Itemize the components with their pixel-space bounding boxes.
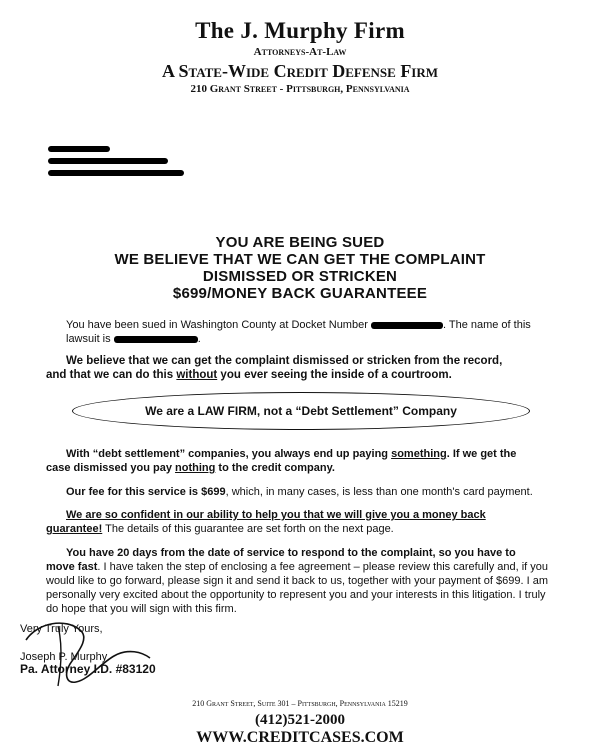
settlement-text-underlined: something	[391, 448, 447, 460]
paragraph-deadline-line-5: do hope that you will sign with this firm.	[46, 603, 237, 615]
footer-phone: (412)521-2000	[255, 712, 345, 728]
firm-address: 210 Grant Street - Pittsburgh, Pennsylvania	[190, 83, 410, 95]
redacted-docket-number	[371, 322, 443, 329]
oval-text: We are a LAW FIRM, not a “Debt Settlement” Company	[145, 404, 457, 418]
firm-tagline: A State-Wide Credit Defense Firm	[161, 61, 439, 81]
paragraph-deadline-line-4: personally very excited about the opportunity to represent you and your interests in this litigation. I truly	[46, 589, 546, 601]
docket-text: You have been sued in Washington County at Docket Number	[66, 319, 368, 331]
deadline-text: . I have taken the step of enclosing a fee agreement – please review this carefully and, if you	[97, 561, 549, 573]
redacted-recipient-line-2	[48, 158, 168, 164]
paragraph-guarantee-line-2	[46, 522, 394, 536]
paragraph-settlement-line-2	[46, 461, 335, 475]
paragraph-guarantee-line-1: We are so confident in our ability to help you that we will give you a money back	[66, 509, 486, 521]
deadline-text-bold: move fast	[46, 561, 98, 573]
paragraph-settlement-line-1	[66, 447, 516, 461]
law-firm-oval	[72, 392, 530, 430]
headline-line-4: $699/MONEY BACK GUARANTEEE	[172, 285, 428, 302]
paragraph-deadline-line-2	[46, 560, 548, 574]
fee-text-bold: Our fee for this service is $699	[66, 486, 226, 498]
headline-line-2: WE BELIEVE THAT WE CAN GET THE COMPLAINT	[114, 251, 486, 268]
guarantee-text: The details of this guarantee are set forth on the next page.	[102, 523, 394, 535]
firm-name: The J. Murphy Firm	[195, 18, 405, 43]
belief-text-a: and that we can do this	[46, 369, 177, 381]
belief-text-b: you ever seeing the inside of a courtroom.	[217, 369, 452, 381]
paragraph-deadline-line-3: would like to go forward, please sign it and send it back to us, together with your payment of $699. I am	[46, 575, 549, 587]
paragraph-belief-line-1: We believe that we can get the complaint dismissed or stricken from the record,	[66, 355, 503, 367]
redacted-recipient-line-1	[48, 146, 110, 152]
settlement-text-c: case dismissed you pay	[46, 462, 176, 474]
signature-name: Joseph P. Murphy	[20, 651, 108, 663]
paragraph-docket	[66, 318, 586, 332]
paragraph-deadline-line-1: You have 20 days from the date of service to respond to the complaint, so you have to	[66, 547, 516, 559]
headline-line-3: DISMISSED OR STRICKEN	[202, 268, 398, 285]
footer-address: 210 Grant Street, Suite 301 – Pittsburgh, Pennsylvania 15219	[192, 699, 408, 708]
redacted-lawsuit-name	[114, 336, 198, 343]
docket-text-end: . The name of this	[442, 319, 531, 331]
paragraph-lawsuit-name: lawsuit is .	[66, 333, 201, 345]
settlement-text-a: With “debt settlement” companies, you always end up paying	[66, 448, 392, 460]
belief-text-underlined: without	[176, 369, 218, 381]
fee-text: , which, in many cases, is less than one month's card payment.	[225, 486, 533, 498]
lawsuit-name-text: lawsuit is	[66, 333, 111, 345]
footer-website: WWW.CREDITCASES.COM	[196, 729, 404, 746]
guarantee-text-underlined: guarantee!	[46, 523, 103, 535]
paragraph-belief-line-2	[46, 368, 452, 382]
settlement-text-d: to the credit company.	[215, 462, 335, 474]
settlement-text-b: . If we get the	[446, 448, 517, 460]
redacted-recipient-line-3	[48, 170, 184, 176]
firm-subtitle: Attorneys-At-Law	[253, 46, 347, 58]
paragraph-fee	[66, 485, 533, 499]
settlement-text-underlined-2: nothing	[175, 462, 216, 474]
signature-attorney-id: Pa. Attorney I.D. #83120	[20, 662, 156, 676]
headline-line-1: YOU ARE BEING SUED	[215, 234, 385, 251]
signature-closing: Very Truly Yours,	[20, 623, 103, 635]
